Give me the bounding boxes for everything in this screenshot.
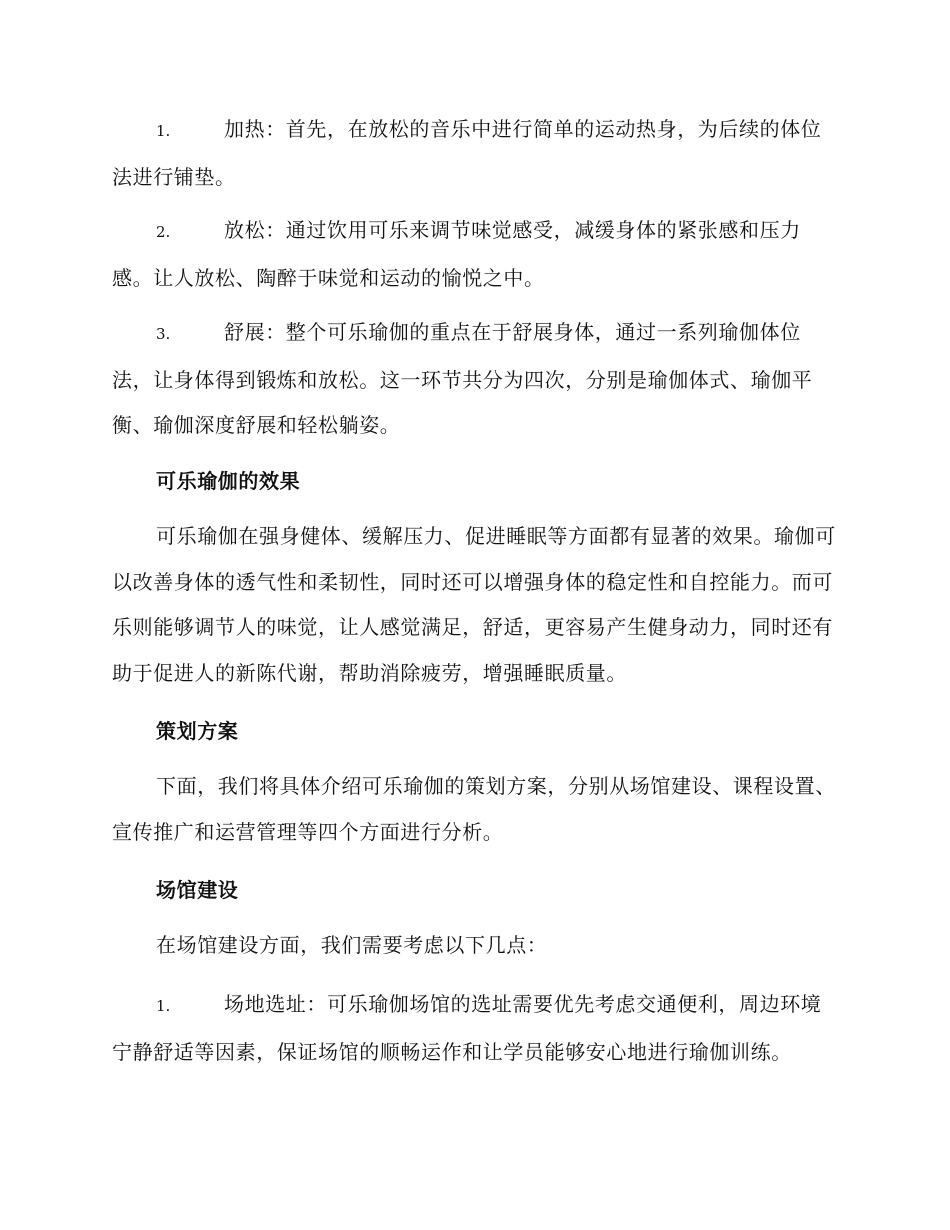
list-item-text: 放松：通过饮用可乐来调节味觉感受，减缓身体的紧张感和压力感。让人放松、陶醉于味觉和运动的愉悦之中。: [112, 218, 801, 290]
paragraph-plan: 下面，我们将具体介绍可乐瑜伽的策划方案，分别从场馆建设、课程设置、宣传推广和运营管理等四个方面进行分析。: [112, 774, 836, 844]
paragraph-venue: 在场馆建设方面，我们需要考虑以下几点：: [156, 933, 548, 957]
list-number: 1.: [156, 997, 171, 1015]
list-item-text: 场地选址：可乐瑜伽场馆的选址需要优先考虑交通便利，周边环境宁静舒适等因素，保证场馆的顺畅运作和让学员能够安心地进行瑜伽训练。: [112, 992, 822, 1064]
paragraph-effects: 可乐瑜伽在强身健体、缓解压力、促进睡眠等方面都有显著的效果。瑜伽可以改善身体的透气性和柔韧性，同时还可以增强身体的稳定性和自控能力。而可乐则能够调节人的味觉，让人感觉满足，舒适，更容易产生健身动力，同时还有助于促进人的新陈代谢，帮助消除疲劳，增强睡眠质量。: [112, 524, 836, 685]
list-number: 2.: [156, 223, 171, 241]
list-item-text: 加热：首先，在放松的音乐中进行简单的运动热身，为后续的体位法进行铺垫。: [112, 117, 822, 189]
list-item-stretch: [112, 310, 836, 449]
section-heading-plan: 策划方案: [156, 719, 239, 743]
list-item-warmup: [112, 107, 836, 200]
list-number: 3.: [156, 325, 171, 343]
list-number: 1.: [156, 122, 171, 140]
list-item-text: 舒展：整个可乐瑜伽的重点在于舒展身体，通过一系列瑜伽体位法，让身体得到锻炼和放松。这一环节共分为四次，分别是瑜伽体式、瑜伽平衡、瑜伽深度舒展和轻松躺姿。: [112, 320, 813, 437]
list-item-site-selection: [112, 982, 836, 1075]
list-item-relax: [112, 208, 836, 301]
section-heading-effects: 可乐瑜伽的效果: [156, 469, 301, 493]
section-heading-venue: 场馆建设: [156, 878, 239, 902]
